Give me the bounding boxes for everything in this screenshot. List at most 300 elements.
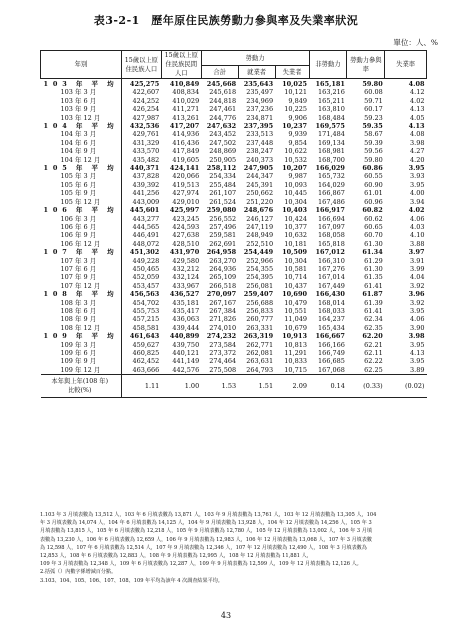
table-cell: 166,867 (318, 189, 345, 198)
table-row (41, 139, 427, 147)
table-cell: 168,981 (318, 147, 345, 156)
header-unemployed: 失業者 (275, 66, 309, 79)
yoy-label-line1: 本年與上年(108 年) (51, 378, 109, 386)
table-cell: 417,207 (169, 122, 200, 131)
row-label: 1 0 7 年 平 均 (43, 248, 115, 257)
table-cell: 247,461 (209, 105, 237, 114)
table-cell: 62.11 (364, 349, 383, 357)
table-cell: 10,181 (284, 239, 308, 248)
table-row (41, 349, 427, 357)
header-pop15: 15歲以上原住民族人口 (121, 51, 161, 79)
table-cell: 250,905 (209, 155, 237, 164)
table-row (41, 198, 427, 206)
table-cell: 443,009 (121, 198, 161, 206)
table-cell: 462,452 (121, 357, 161, 365)
table-cell: 414,936 (172, 130, 200, 139)
table-cell: 460,825 (121, 349, 161, 357)
table-cell: 10,304 (284, 256, 308, 265)
table-cell: 1.53 (201, 375, 238, 398)
table-cell: 168,033 (318, 306, 345, 315)
table-cell: 60.90 (364, 180, 383, 189)
table-cell: 440,371 (121, 164, 161, 172)
table-cell: 263,631 (246, 357, 274, 366)
table-cell: 165,732 (318, 172, 345, 181)
table-cell: 61.41 (364, 306, 383, 315)
table-cell: 235,643 (243, 80, 274, 88)
table-cell: 244,347 (246, 172, 274, 181)
table-cell: 455,753 (121, 307, 161, 315)
table-cell: 10,679 (284, 323, 308, 332)
footnote-line: 表數為 13,230 人，106 年 6 月填表數為 12,659 人，106 年 9 月填表數為 12,983 人，106 年 12 月填表數為 13,068 人，107 年 3 月填表數 (40, 536, 372, 543)
table-cell: 416,436 (172, 138, 200, 147)
table-row (41, 88, 427, 96)
table-cell: 234,871 (246, 113, 274, 122)
table-cell: 11,049 (284, 315, 308, 324)
table-cell: 410,849 (169, 80, 200, 88)
table-cell: 432,212 (172, 264, 200, 273)
table-cell: 259,080 (206, 206, 237, 215)
year-average-row (41, 332, 427, 340)
table-cell: 237,448 (246, 138, 274, 147)
footnote-line: 2.括弧（）內數字係增減百分點。 (40, 569, 117, 576)
unit-label: 單位：人、% (393, 38, 438, 47)
table-cell: 60.86 (362, 164, 383, 173)
table-cell: 423,245 (172, 214, 200, 223)
table-cell: 3.90 (410, 323, 425, 332)
table-cell: 169,575 (315, 122, 345, 131)
table-cell: 1.11 (121, 375, 161, 398)
table-cell: 264,936 (209, 264, 237, 273)
table-row (41, 299, 427, 307)
table-cell: 62.34 (364, 315, 383, 324)
table-cell: 263,331 (246, 323, 274, 332)
table-cell: 435,181 (172, 298, 200, 307)
table-cell: (0.02) (385, 375, 427, 398)
table-cell: 431,970 (169, 248, 200, 257)
table-cell: 431,329 (121, 139, 161, 147)
table-cell: 3.99 (410, 264, 425, 273)
table-cell: 11,291 (284, 349, 308, 357)
table-cell: 410,029 (172, 96, 200, 105)
table-cell: 245,391 (246, 180, 274, 189)
table-cell: 4.08 (408, 80, 425, 88)
table-cell: 256,688 (246, 298, 274, 307)
table-cell: 10,509 (282, 248, 308, 257)
table-cell: 10,437 (284, 281, 308, 290)
row-label: 1 0 8 年 平 均 (43, 290, 115, 299)
table-cell: 420,066 (172, 172, 200, 181)
row-label: 108 年 9 月 (60, 315, 97, 324)
table-cell: 1.51 (238, 375, 275, 398)
table-cell: 3.95 (410, 340, 425, 349)
table-cell: 250,662 (246, 189, 274, 198)
table-cell: 167,449 (318, 281, 345, 290)
table-cell: 59.56 (364, 147, 383, 156)
table-cell: 58.67 (364, 130, 383, 139)
year-average-row (41, 290, 427, 298)
row-label: 103 年 12 月 (60, 113, 101, 122)
table-cell: 248,869 (209, 147, 237, 156)
table-cell: 163,216 (318, 88, 345, 97)
table-cell: 60.65 (364, 222, 383, 231)
table-cell: 60.55 (364, 172, 383, 181)
table-cell: 171,484 (318, 130, 345, 139)
table-cell: 10,479 (284, 298, 308, 307)
table-cell: 248,676 (243, 206, 274, 215)
row-label: 104 年 12 月 (60, 155, 101, 164)
row-label: 104 年 9 月 (60, 147, 97, 156)
table-cell: 245,668 (206, 80, 237, 88)
header-not-in-labor-force: 非勞動力 (309, 51, 347, 79)
table-cell: 169,134 (318, 138, 345, 147)
table-cell: 273,372 (209, 349, 237, 357)
table-cell: 255,484 (209, 180, 237, 189)
table-cell: 262,691 (209, 239, 237, 248)
year-average-row (41, 206, 427, 214)
table-cell: 459,627 (121, 341, 161, 349)
table-cell: 59.80 (364, 155, 383, 164)
table-cell: 264,793 (246, 365, 274, 374)
table-row (41, 215, 427, 223)
table-cell: 254,355 (246, 264, 274, 273)
table-cell: 165,181 (315, 80, 345, 88)
table-cell: 10,237 (282, 122, 308, 131)
table-row (41, 366, 427, 375)
year-average-row (41, 79, 427, 89)
table-cell: 4.05 (410, 113, 425, 122)
table-cell: 168,484 (318, 113, 345, 122)
table-cell: 2.09 (275, 375, 309, 398)
table-cell: 10,632 (284, 231, 308, 240)
table-cell: 436,527 (169, 290, 200, 299)
table-cell: 10,445 (284, 189, 308, 198)
table-cell: 4.02 (410, 96, 425, 105)
table-cell: 168,014 (318, 298, 345, 307)
table-cell: 3.98 (408, 332, 425, 341)
table-row (41, 307, 427, 315)
table-cell: 10,833 (284, 357, 308, 366)
table-cell: 61.29 (364, 256, 383, 265)
table-cell: 4.04 (410, 273, 425, 282)
table-cell: 252,510 (246, 239, 274, 248)
table-cell: 61.34 (362, 248, 383, 257)
table-cell: 164,237 (318, 315, 345, 324)
table-cell: 10,813 (284, 340, 308, 349)
table-cell: 235,497 (246, 88, 274, 97)
table-cell: 245,618 (209, 88, 237, 97)
table-cell: 248,949 (246, 231, 274, 240)
table-cell: 435,417 (172, 306, 200, 315)
table-row (41, 315, 427, 323)
table-cell: 10,225 (284, 105, 308, 114)
row-label: 105 年 12 月 (60, 197, 101, 206)
table-cell: 3.94 (410, 197, 425, 206)
table-cell: 61.01 (364, 189, 383, 198)
table-cell: 1.00 (161, 375, 201, 398)
table-cell: 417,849 (172, 147, 200, 156)
table-cell: 4.27 (410, 147, 425, 156)
table-cell: 275,508 (209, 365, 237, 374)
table-row (41, 273, 427, 281)
table-cell: 425,275 (121, 79, 161, 89)
table-cell: 60.17 (364, 105, 383, 114)
footnote-line: 3.103、104、105、106、107、108、109 年平均為該年 4 次調查結果平均。 (40, 577, 223, 584)
table-cell: 265,109 (209, 273, 237, 282)
table-cell: 4.00 (410, 189, 425, 198)
table-cell: 454,702 (121, 299, 161, 307)
table-row (41, 181, 427, 189)
table-cell: 261,107 (209, 189, 237, 198)
table-cell: 3.97 (408, 248, 425, 257)
year-average-row (41, 164, 427, 172)
table-cell: 60.96 (364, 197, 383, 206)
row-label: 105 年 6 月 (60, 180, 97, 189)
table-row (41, 130, 427, 138)
row-label: 1 0 3 年 平 均 (43, 80, 115, 88)
page-number: 43 (220, 611, 232, 620)
table-cell: 439,444 (172, 323, 200, 332)
row-label: 1 0 4 年 平 均 (43, 122, 115, 131)
table-cell: 237,236 (246, 105, 274, 114)
header-year: 年別 (41, 51, 122, 79)
table-cell: 4.20 (410, 155, 425, 164)
table-cell: 10,913 (282, 332, 308, 341)
table-cell: 442,576 (172, 365, 200, 374)
row-label: 105 年 3 月 (60, 172, 97, 181)
table-row (41, 223, 427, 231)
table-cell: 424,593 (172, 222, 200, 231)
table-cell: 263,319 (243, 332, 274, 341)
table-cell: 9,939 (288, 130, 308, 139)
table-cell: 264,958 (206, 248, 237, 257)
table-cell: 4.13 (408, 122, 425, 131)
row-label: 103 年 3 月 (60, 88, 97, 97)
table-cell: 408,834 (172, 88, 200, 97)
row-label: 109 年 9 月 (60, 357, 97, 366)
table-cell: 427,987 (121, 114, 161, 122)
table-cell: 9,987 (288, 172, 308, 181)
table-cell: 450,465 (121, 265, 161, 273)
table-cell: 167,068 (318, 365, 345, 374)
table-cell: 266,518 (209, 281, 237, 290)
table-cell: 163,810 (318, 105, 345, 114)
table-cell: 10,304 (284, 197, 308, 206)
table-cell: 166,685 (318, 357, 345, 366)
table-cell: 168,058 (318, 231, 345, 240)
table-cell: 411,271 (172, 105, 200, 114)
table-cell: 424,141 (169, 164, 200, 173)
row-label: 106 年 3 月 (60, 214, 97, 223)
table-cell: 61.35 (364, 273, 383, 282)
table-cell: 10,093 (284, 180, 308, 189)
table-row (41, 105, 427, 113)
table-cell: 441,149 (172, 357, 200, 366)
table-cell: 59.35 (362, 122, 383, 131)
table-cell: 61.39 (364, 298, 383, 307)
table-cell: 62.20 (362, 332, 383, 341)
table-cell: 262,081 (246, 349, 274, 357)
table-cell: 166,310 (318, 256, 345, 265)
table-row (41, 324, 427, 332)
table-cell: 238,247 (246, 147, 274, 156)
row-label: 109 年 3 月 (60, 340, 97, 349)
row-label: 108 年 12 月 (60, 323, 101, 332)
table-cell: 10,121 (284, 88, 308, 97)
table-cell: 244,776 (209, 113, 237, 122)
yoy-label (41, 375, 122, 398)
header-lfpr: 勞動力參與率 (347, 51, 385, 79)
table-cell: 274,232 (206, 332, 237, 341)
row-label: 109 年 12 月 (60, 365, 101, 374)
table-cell: 10,207 (282, 164, 308, 173)
table-title: 表3-2-1 歷年原住民族勞動力參與率及失業率狀況 (93, 14, 359, 27)
table-cell: 254,334 (209, 172, 237, 181)
table-cell: 247,905 (243, 164, 274, 173)
table-cell: 166,667 (315, 332, 345, 341)
table-cell: 10,581 (284, 264, 308, 273)
table-cell: 61.87 (362, 290, 383, 299)
table-cell: 452,059 (121, 273, 161, 281)
table-cell: 419,605 (172, 155, 200, 164)
table-cell: 256,081 (246, 281, 274, 290)
table-cell: 445,601 (121, 206, 161, 214)
row-label: 107 年 9 月 (60, 273, 97, 282)
table-cell: 3.95 (408, 164, 425, 173)
table-cell: 429,761 (121, 130, 161, 138)
table-cell: 425,997 (169, 206, 200, 215)
table-cell: 167,276 (318, 264, 345, 273)
table-cell: 274,464 (209, 357, 237, 366)
table-cell: 165,211 (318, 96, 345, 105)
table-cell: 263,270 (209, 256, 237, 265)
row-label: 107 年 6 月 (60, 264, 97, 273)
table-cell: 270,097 (206, 290, 237, 299)
table-cell: 234,969 (246, 96, 274, 105)
table-row (41, 189, 427, 197)
table-body (41, 79, 427, 398)
year-average-row (41, 248, 427, 256)
table-cell: 4.03 (410, 222, 425, 231)
table-cell: 433,967 (172, 281, 200, 290)
table-cell: 166,694 (318, 214, 345, 223)
table-cell: 428,510 (172, 239, 200, 248)
table-cell: 426,254 (121, 105, 161, 113)
table-cell: 267,384 (209, 306, 237, 315)
table-cell: 10,424 (284, 214, 308, 223)
row-label: 108 年 6 月 (60, 306, 97, 315)
table-cell: 3.91 (410, 256, 425, 265)
row-label: 106 年 6 月 (60, 222, 97, 231)
table-cell: 4.10 (410, 231, 425, 240)
table-row (41, 357, 427, 365)
table-cell: 61.30 (364, 239, 383, 248)
row-label: 1 0 9 年 平 均 (43, 332, 115, 341)
table-cell: 10,403 (282, 206, 308, 215)
table-row (41, 97, 427, 105)
row-label: 107 年 12 月 (60, 281, 101, 290)
table-cell: 429,580 (172, 256, 200, 265)
table-cell: 274,010 (209, 323, 237, 332)
row-label: 103 年 9 月 (60, 105, 97, 114)
table-cell: 4.06 (410, 214, 425, 223)
table-cell: 0.14 (309, 375, 347, 398)
table-row (41, 147, 427, 155)
header-pop15-civilian: 15歲以上原住民族民間人口 (161, 51, 201, 79)
table-cell: 256,552 (209, 214, 237, 223)
footnote-line: 1.103 年 3 月填表數為 13,512 人，103 年 6 月填表數為 13,871 人，103 年 9 月填表數為 13,761 人，103 年 12 月填表數為 13,305 人，104 (40, 512, 377, 518)
table-cell: 4.02 (408, 206, 425, 215)
table-cell: 267,167 (209, 298, 237, 307)
table-cell: 240,373 (246, 155, 274, 164)
table-cell: 271,826 (209, 315, 237, 324)
footnote-line: 月填表數為 13,815 人，105 年 6 月填表數為 12,218 人，105 年 9 月填表數為 12,780 人，105 年 12 月填表數為 13,002 人，106 年 3 月填 (40, 528, 372, 535)
table-cell: 429,010 (172, 197, 200, 206)
yoy-label-line2: 比較(%) (67, 387, 92, 395)
table-cell: 441,256 (121, 189, 161, 197)
table-cell: 446,491 (121, 231, 161, 239)
table-cell: 244,818 (209, 96, 237, 105)
table-cell: 10,715 (284, 365, 308, 374)
footnote-line: 為 12,598 人，107 年 6 月填表數為 12,514 人，107 年 9 月填表數為 12,346 人，107 年 12 月填表數為 12,490 人，108 年 3 月填表數為 (40, 544, 367, 551)
table-cell: 258,112 (206, 164, 237, 173)
table-cell: 167,486 (318, 197, 345, 206)
table-cell: 166,917 (315, 206, 345, 215)
table-cell: 168,700 (318, 155, 345, 164)
row-label: 106 年 12 月 (60, 239, 101, 248)
table-cell: 62.25 (364, 365, 383, 374)
table-cell: 167,014 (318, 273, 345, 282)
table-cell: 60.70 (364, 231, 383, 240)
table-cell: (0.33) (347, 375, 385, 398)
yoy-row (41, 375, 427, 398)
table-cell: 436,063 (172, 315, 200, 324)
row-label: 109 年 6 月 (60, 349, 97, 357)
table-cell: 427,638 (172, 231, 200, 240)
table-cell: 424,252 (121, 97, 161, 105)
table-cell: 59.71 (364, 96, 383, 105)
table-row (41, 341, 427, 349)
table-cell: 246,127 (246, 214, 274, 223)
table-cell: 432,124 (172, 273, 200, 282)
table-cell: 247,632 (206, 122, 237, 131)
table-cell: 463,666 (121, 366, 161, 375)
table-cell: 437,828 (121, 172, 161, 180)
table-cell: 9,854 (288, 138, 308, 147)
table-cell: 3.95 (410, 306, 425, 315)
labor-force-table (40, 50, 427, 398)
row-label: 1 0 5 年 平 均 (43, 164, 115, 173)
row-label: 103 年 6 月 (60, 96, 97, 105)
table-cell: 262,771 (246, 340, 274, 349)
table-cell: 10,532 (284, 155, 308, 164)
table-cell: 259,407 (243, 290, 274, 299)
table-cell: 61.30 (364, 264, 383, 273)
table-row (41, 231, 427, 239)
row-label: 106 年 9 月 (60, 231, 97, 240)
table-cell: 251,220 (246, 197, 274, 206)
table-cell: 4.12 (410, 88, 425, 97)
table-cell: 4.13 (410, 105, 425, 114)
table-cell: 254,395 (246, 273, 274, 282)
table-cell: 10,377 (284, 222, 308, 231)
table-cell: 257,496 (209, 222, 237, 231)
table-cell: 449,228 (121, 257, 161, 265)
table-cell: 4.06 (410, 315, 425, 324)
table-cell: 167,097 (318, 222, 345, 231)
table-cell: 62.22 (364, 357, 383, 366)
table-cell: 3.98 (410, 138, 425, 147)
table-cell: 233,513 (246, 130, 274, 139)
